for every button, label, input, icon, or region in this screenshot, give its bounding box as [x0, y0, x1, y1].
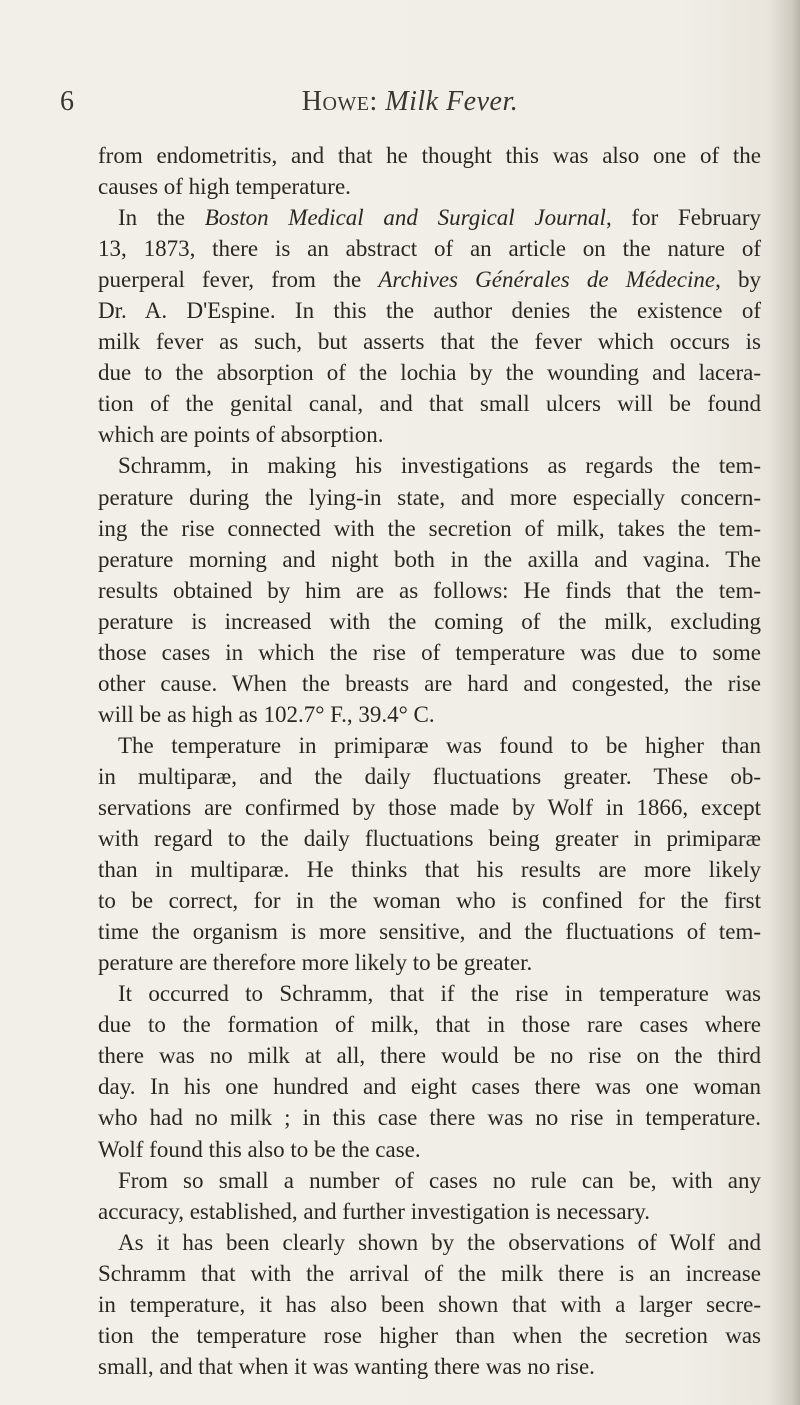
- journal-title: Archives Générales de Médecine: [378, 267, 716, 293]
- paragraph: [98, 1227, 761, 1382]
- paragraph: [98, 140, 761, 202]
- text-line: perature is increased with the coming of the milk, excluding: [98, 608, 761, 634]
- text-line: Wolf found this also to be the case.: [98, 1136, 421, 1162]
- text-line: perature are therefore more likely to be greater.: [98, 950, 533, 976]
- text-line: which are points of absorption.: [98, 422, 384, 448]
- text-line: results obtained by him are as follows: He finds that the tem-: [98, 577, 761, 603]
- text-line: there was no milk at all, there would be no rise on the third: [98, 1043, 761, 1069]
- text-line: with regard to the daily fluctuations being greater in primiparæ: [98, 826, 761, 852]
- text-line: in temperature, it has also been shown that with a larger secre-: [98, 1291, 761, 1317]
- running-title-author: Howe: [301, 86, 370, 117]
- text-line: in multiparæ, and the daily fluctuations greater. These ob-: [98, 763, 761, 789]
- text-line: As it has been clearly shown by the observations of Wolf and: [118, 1229, 761, 1255]
- paragraph: [98, 978, 761, 1164]
- text-line: In the Boston Medical and Surgical Journal, for February: [118, 205, 761, 231]
- running-title-subject: Milk Fever.: [385, 86, 519, 117]
- body-text: [98, 140, 761, 1382]
- running-title: [190, 86, 630, 118]
- text-line: Schramm that with the arrival of the milk there is an increase: [98, 1260, 761, 1286]
- text-line: those cases in which the rise of temperature was due to some: [98, 639, 761, 665]
- paragraph: [98, 1165, 761, 1227]
- text-line: servations are confirmed by those made by Wolf in 1866, except: [98, 794, 761, 820]
- text-line: perature during the lying-in state, and more especially concern-: [98, 484, 761, 510]
- text-line: than in multiparæ. He thinks that his results are more likely: [98, 857, 761, 883]
- text-line: day. In his one hundred and eight cases there was one woman: [98, 1074, 761, 1100]
- text-line: milk fever as such, but asserts that the fever which occurs is: [98, 329, 761, 355]
- text-line: will be as high as 102.7° F., 39.4° C.: [98, 701, 435, 727]
- text-line: puerperal fever, from the Archives Générales de Médecine, by: [98, 267, 761, 293]
- paragraph: [98, 202, 761, 450]
- text-line: small, and that when it was wanting there was no rise.: [98, 1353, 595, 1379]
- text-line: to be correct, for in the woman who is confined for the first: [98, 888, 761, 914]
- page-header: [60, 86, 750, 126]
- text-line: from endometritis, and that he thought this was also one of the: [98, 143, 761, 168]
- text-line: due to the absorption of the lochia by the wounding and lacera-: [98, 360, 761, 386]
- text-line: due to the formation of milk, that in those rare cases where: [98, 1012, 761, 1038]
- text-line: accuracy, established, and further investigation is necessary.: [98, 1198, 650, 1224]
- text-line: tion of the genital canal, and that small ulcers will be found: [98, 391, 761, 417]
- text-line: who had no milk ; in this case there was no rise in temperature.: [98, 1105, 761, 1131]
- text-line: From so small a number of cases no rule can be, with any: [118, 1167, 761, 1193]
- page-number: 6: [60, 86, 74, 117]
- journal-title: Boston Medical and Surgical Journal: [204, 205, 606, 231]
- text-line: causes of high temperature.: [98, 174, 351, 200]
- text-line: perature morning and night both in the axilla and vagina. The: [98, 546, 761, 572]
- paragraph: [98, 730, 761, 978]
- text-line: Dr. A. D'Espine. In this the author denies the existence of: [98, 298, 761, 324]
- text-line: Schramm, in making his investigations as regards the tem-: [118, 453, 761, 479]
- text-line: 13, 1873, there is an abstract of an article on the nature of: [98, 236, 761, 262]
- text-line: The temperature in primiparæ was found to be higher than: [118, 732, 761, 758]
- text-line: other cause. When the breasts are hard and congested, the rise: [98, 670, 761, 696]
- text-line: tion the temperature rose higher than when the secretion was: [98, 1322, 761, 1348]
- text-line: ing the rise connected with the secretion of milk, takes the tem-: [98, 515, 761, 541]
- paragraph: [98, 450, 761, 729]
- text-line: It occurred to Schramm, that if the rise in temperature was: [118, 981, 761, 1007]
- text-line: time the organism is more sensitive, and the fluctuations of tem-: [98, 919, 761, 945]
- running-title-separator: :: [369, 86, 386, 117]
